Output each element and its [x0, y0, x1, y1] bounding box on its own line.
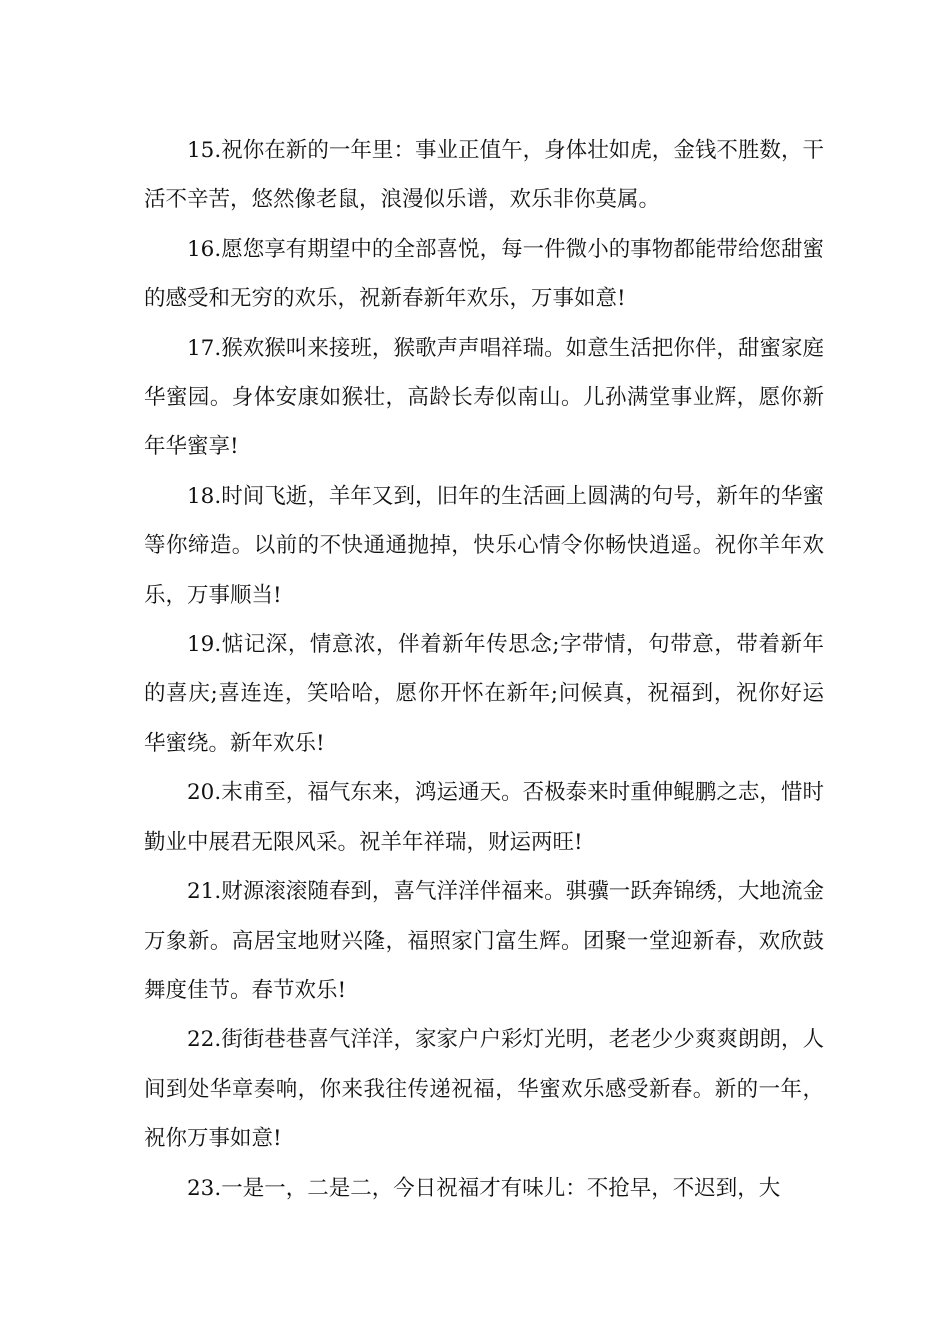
- paragraph-23: 23.一是一，二是二，今日祝福才有味儿：不抢早，不迟到，大: [187, 1175, 781, 1201]
- paragraph-21: 21.财源滚滚随春到，喜气洋洋伴福来。骐骥一跃奔锦绣，大地流金万象新。高居宝地财兴隆，福照家门富生辉。团聚一堂迎新春，欢欣鼓舞度佳节。春节欢乐!: [144, 879, 824, 1003]
- document-body: [144, 126, 824, 1213]
- paragraph-19: 19.惦记深，情意浓，伴着新年传思念;字带情，句带意，带着新年的喜庆;喜连连，笑哈哈，愿你开怀在新年;问候真，祝福到，祝你好运华蜜绕。新年欢乐!: [144, 632, 824, 756]
- paragraph-18: 18.时间飞逝，羊年又到，旧年的生活画上圆满的句号，新年的华蜜等你缔造。以前的不快通通抛掉，快乐心情令你畅快逍遥。祝你羊年欢乐，万事顺当!: [144, 483, 824, 608]
- paragraph-15: 15.祝你在新的一年里：事业正值午，身体壮如虎，金钱不胜数，干活不辛苦，悠然像老鼠，浪漫似乐谱，欢乐非你莫属。: [144, 138, 824, 213]
- paragraph-22: 22.街街巷巷喜气洋洋，家家户户彩灯光明，老老少少爽爽朗朗，人间到处华章奏响，你来我往传递祝福，华蜜欢乐感受新春。新的一年，祝你万事如意!: [144, 1027, 824, 1152]
- paragraph-17: 17.猴欢猴叫来接班，猴歌声声唱祥瑞。如意生活把你伴，甜蜜家庭华蜜园。身体安康如猴壮，高龄长寿似南山。儿孙满堂事业辉，愿你新年华蜜享!: [144, 335, 824, 460]
- paragraph-20: 20.末甫至，福气东来，鸿运通天。否极泰来时重伸鲲鹏之志，惜时勤业中展君无限风采。祝羊年祥瑞，财运两旺!: [144, 780, 824, 855]
- paragraph-16: 16.愿您享有期望中的全部喜悦，每一件微小的事物都能带给您甜蜜的感受和无穷的欢乐，祝新春新年欢乐，万事如意!: [144, 236, 824, 312]
